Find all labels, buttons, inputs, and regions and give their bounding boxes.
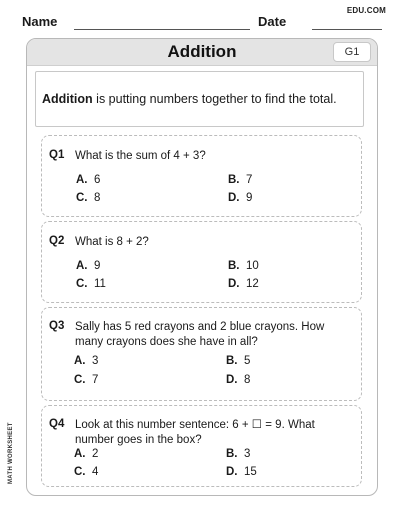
question-card (41, 405, 362, 487)
option-b[interactable] (228, 174, 252, 186)
question-number: Q3 (49, 320, 65, 332)
option-letter: C. (74, 466, 86, 478)
date-field[interactable] (312, 29, 382, 30)
question-number: Q4 (49, 418, 65, 430)
option-value: 3 (244, 448, 251, 460)
option-d[interactable] (226, 466, 257, 478)
option-value: 8 (244, 374, 251, 386)
option-value: 7 (92, 374, 99, 386)
option-value: 5 (244, 355, 251, 367)
option-c[interactable] (74, 374, 98, 386)
option-letter: C. (76, 278, 88, 290)
option-value: 9 (246, 192, 253, 204)
option-a[interactable] (74, 448, 98, 460)
option-value: 8 (94, 192, 101, 204)
option-value: 15 (244, 466, 257, 478)
intro-term: Addition (42, 92, 93, 106)
option-letter: D. (226, 374, 238, 386)
option-letter: B. (226, 448, 238, 460)
grade-badge: G1 (333, 42, 371, 62)
question-text: What is the sum of 4 + 3? (75, 150, 206, 162)
intro-box (35, 71, 364, 127)
option-b[interactable] (228, 260, 259, 272)
option-value: 11 (94, 278, 106, 290)
option-value: 6 (94, 174, 101, 186)
brand-logo: EDU.COM (346, 6, 386, 15)
worksheet-header (27, 39, 377, 66)
question-number: Q2 (49, 235, 65, 247)
question-card (41, 135, 362, 217)
option-letter: A. (74, 355, 86, 367)
intro-text (42, 92, 337, 106)
name-field[interactable] (74, 29, 250, 30)
question-card (41, 221, 362, 303)
option-d[interactable] (226, 374, 250, 386)
option-a[interactable] (74, 355, 98, 367)
option-c[interactable] (76, 278, 106, 290)
option-value: 12 (246, 278, 259, 290)
option-a[interactable] (76, 174, 100, 186)
question-text: What is 8 + 2? (75, 236, 149, 248)
option-letter: A. (74, 448, 86, 460)
option-c[interactable] (76, 192, 100, 204)
option-letter: C. (76, 192, 88, 204)
worksheet-card (26, 38, 378, 496)
option-b[interactable] (226, 355, 250, 367)
name-label: Name (22, 14, 58, 29)
question-text: Look at this number sentence: 6 + ☐ = 9. What number goes in the box? (75, 419, 315, 446)
option-value: 2 (92, 448, 99, 460)
option-letter: B. (226, 355, 238, 367)
option-letter: C. (74, 374, 86, 386)
question-number: Q1 (49, 149, 65, 161)
question-text: Sally has 5 red crayons and 2 blue crayons. How many crayons does she have in all? (75, 321, 325, 348)
name-date-row (22, 14, 382, 32)
option-letter: A. (76, 260, 88, 272)
option-value: 9 (94, 260, 101, 272)
question-card (41, 307, 362, 401)
option-c[interactable] (74, 466, 98, 478)
option-value: 10 (246, 260, 259, 272)
option-letter: B. (228, 260, 240, 272)
side-label: MATH WORKSHEET (8, 422, 14, 484)
option-a[interactable] (76, 260, 100, 272)
option-value: 7 (246, 174, 253, 186)
worksheet-title: Addition (167, 42, 237, 61)
option-letter: D. (228, 278, 240, 290)
option-letter: D. (226, 466, 238, 478)
option-letter: D. (228, 192, 240, 204)
intro-rest: is putting numbers together to find the total. (92, 92, 337, 106)
date-label: Date (258, 14, 287, 29)
option-letter: A. (76, 174, 88, 186)
option-value: 3 (92, 355, 99, 367)
option-b[interactable] (226, 448, 250, 460)
option-d[interactable] (228, 278, 259, 290)
option-d[interactable] (228, 192, 252, 204)
option-value: 4 (92, 466, 99, 478)
option-letter: B. (228, 174, 240, 186)
